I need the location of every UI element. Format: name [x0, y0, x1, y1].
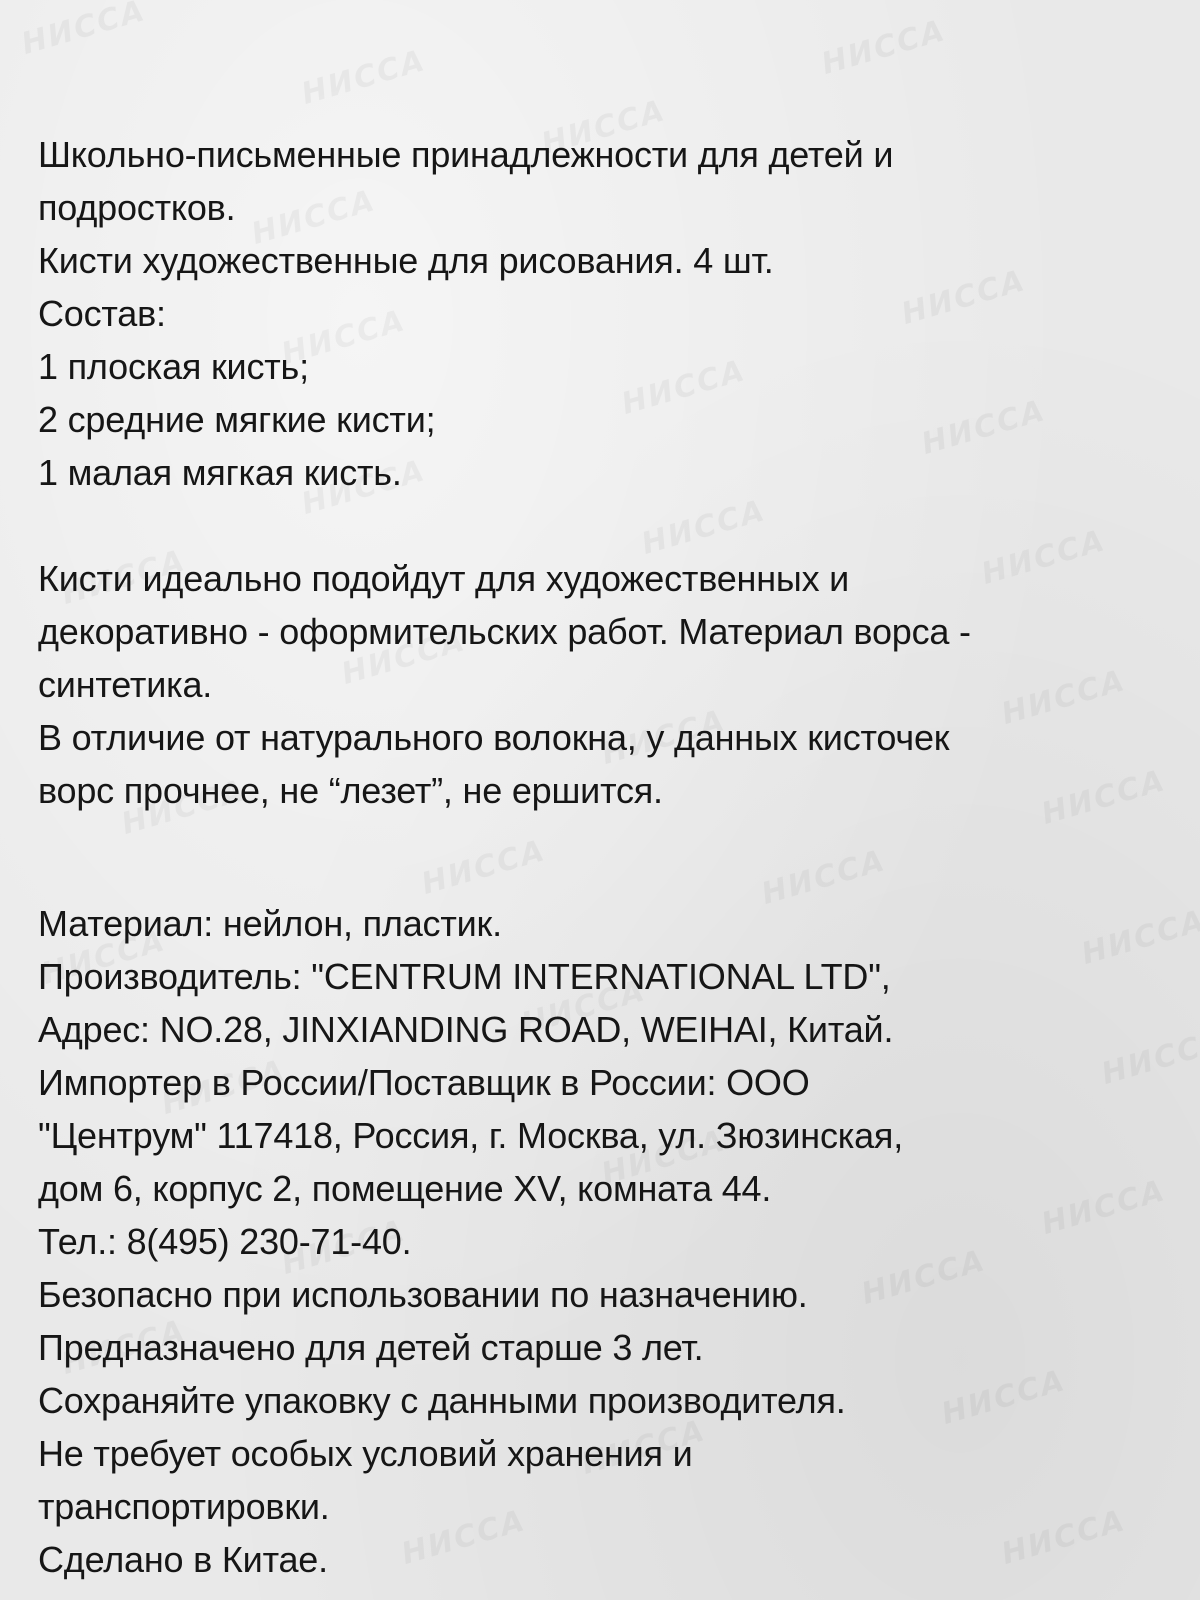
text-line: Адрес: NO.28, JINXIANDING ROAD, WEIHAI, Китай. [38, 1009, 894, 1050]
watermark [18, 0, 150, 62]
text-line: транспортировки. [38, 1486, 330, 1527]
text-line: Сделано в Китае. [38, 1539, 328, 1580]
text-line: Тел.: 8(495) 230-71-40. [38, 1221, 412, 1262]
text-line: Сохраняйте упаковку с данными производителя. [38, 1380, 846, 1421]
text-line: Не требует особых условий хранения и [38, 1433, 693, 1474]
intro-block [38, 128, 1178, 499]
text-line: 2 средние мягкие кисти; [38, 399, 436, 440]
watermark [298, 43, 430, 112]
text-line: В отличие от натурального волокна, у данных кисточек [38, 717, 950, 758]
text-line: 1 плоская кисть; [38, 346, 309, 387]
text-line: подростков. [38, 187, 236, 228]
text-line: Материал: нейлон, пластик. [38, 903, 502, 944]
watermark [818, 13, 950, 82]
text-line: Предназначено для детей старше 3 лет. [38, 1327, 704, 1368]
text-line: дом 6, корпус 2, помещение XV, комната 44. [38, 1168, 772, 1209]
text-line: декоративно - оформительских работ. Материал ворса - [38, 611, 971, 652]
document-text [38, 128, 1178, 1586]
text-line: ворс прочнее, не “лезет”, не ершится. [38, 770, 663, 811]
text-line: Производитель: "CENTRUM INTERNATIONAL LTD", [38, 956, 891, 997]
description-block [38, 552, 1178, 817]
text-line: Состав: [38, 293, 166, 334]
text-line: синтетика. [38, 664, 213, 705]
text-line: Импортер в России/Поставщик в России: ООО [38, 1062, 810, 1103]
text-line: Безопасно при использовании по назначению. [38, 1274, 808, 1315]
text-line: Кисти идеально подойдут для художественных и [38, 558, 850, 599]
text-line: Школьно-письменные принадлежности для детей и [38, 134, 894, 175]
text-line: "Центрум" 117418, Россия, г. Москва, ул. Зюзинская, [38, 1115, 904, 1156]
info-block [38, 897, 1178, 1586]
text-line: 1 малая мягкая кисть. [38, 452, 402, 493]
text-line: Кисти художественные для рисования. 4 шт. [38, 240, 774, 281]
